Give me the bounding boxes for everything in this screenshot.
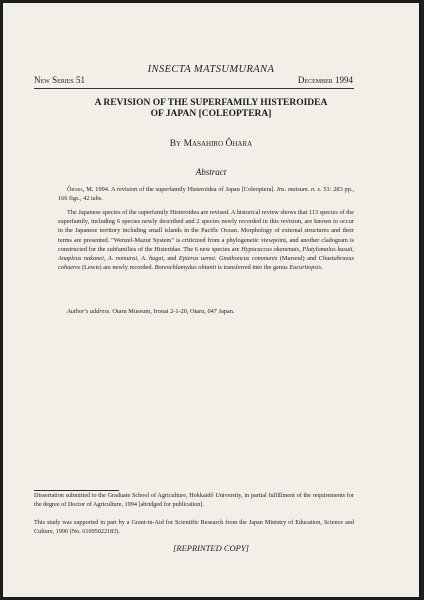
species-name: Platylomalus kusuii [302, 245, 353, 253]
abstract-text: The Japanese species of the superfamily Histeroidea are revised. A historical review shows that 113 species of the superfamily, including 6 species newly described and 2 species newly recorded in this revision, are known to occur in the Japanese territory including small islands in the Pacific Ocean. Morphology of external structures and their terms are presented. "Wenzel-Mazur System" is criticized from a phylogenetic viewpoint, and another cladogram is constructed for the subfamilies of the Histeridae. The 6 new species are [58, 209, 354, 253]
citation-author: Ôhara [67, 186, 83, 193]
abstract-text: , [299, 245, 303, 253]
abstract-text: , [137, 255, 142, 263]
abstract-text: , [103, 255, 108, 263]
abstract-text: . [321, 264, 323, 272]
address-label: Author's address. [67, 308, 111, 315]
title-line-1: A REVISION OF THE SUPERFAMILY HISTEROIDEA [94, 98, 328, 108]
footnote-dissertation-text: Dissertation submitted to the Graduate School of Agriculture, Hokkaidô University, in partial fulfillment of the requirements for the degree of Doctor of Agriculture, 1994 [abridged for publication]. [34, 492, 354, 509]
abstract-heading: Abstract [195, 167, 227, 177]
footnote-dissertation [34, 491, 354, 509]
abstract-text: (Marseul) and [277, 255, 319, 263]
reprint-stamp: [REPRINTED COPY] [173, 543, 249, 553]
species-name: Boreochlamydus ohtanii [154, 264, 217, 272]
abstract-text: , [352, 245, 354, 253]
citation-pages: 51: 283 pp., 166 figs., 42 tabs. [58, 186, 354, 203]
article-title [3, 98, 419, 120]
species-name: Hypocaccus okanenais [241, 245, 300, 253]
citation-journal: Ins. matsum. n. s. [276, 186, 322, 193]
footnote-support [34, 518, 354, 536]
author-address [67, 308, 234, 315]
header-rule [34, 88, 354, 89]
citation-text: , M. 1994. A revision of the superfamily Histeroidea of Japan [Coleoptera]. [82, 186, 277, 193]
abstract-body [58, 208, 354, 272]
species-name: A. hugai [141, 255, 164, 263]
title-line-2: OF JAPAN [COLEOPTERA] [150, 109, 272, 119]
issue-date: December 1994 [297, 75, 353, 85]
abstract-text: (Lewis) are newly recorded. [80, 264, 155, 272]
journal-name: INSECTA MATSUMURANA [147, 64, 275, 75]
species-name: Anapleus nakanei [58, 255, 104, 263]
species-name: A. nomurai [107, 255, 138, 263]
abstract-text: is transferred into the genus [216, 264, 290, 272]
abstract-text: . [214, 255, 219, 263]
address-text: Otaru Museum, Ironai 2-1-20, Otaru, 047 Japan. [110, 308, 235, 315]
species-name: Gnathoncus communis [218, 255, 278, 263]
species-name: Eucurtiopsis [289, 264, 322, 272]
abstract-citation [58, 185, 354, 203]
author-byline: By Masahiro Ôhara [169, 139, 253, 149]
abstract-text: , and [163, 255, 179, 263]
species-name: Chaetabraeus cohaeres [58, 255, 354, 272]
footnote-support-text: This study was supported in part by a Grant-in-Aid for Scientific Research from the Japan Ministry of Education, Science and Culture, 1990 (No. 61095022183). [34, 519, 354, 536]
paper-page [3, 3, 419, 597]
species-name: Epierus uenoi [178, 255, 215, 263]
series-number: New Series 51 [34, 75, 85, 85]
